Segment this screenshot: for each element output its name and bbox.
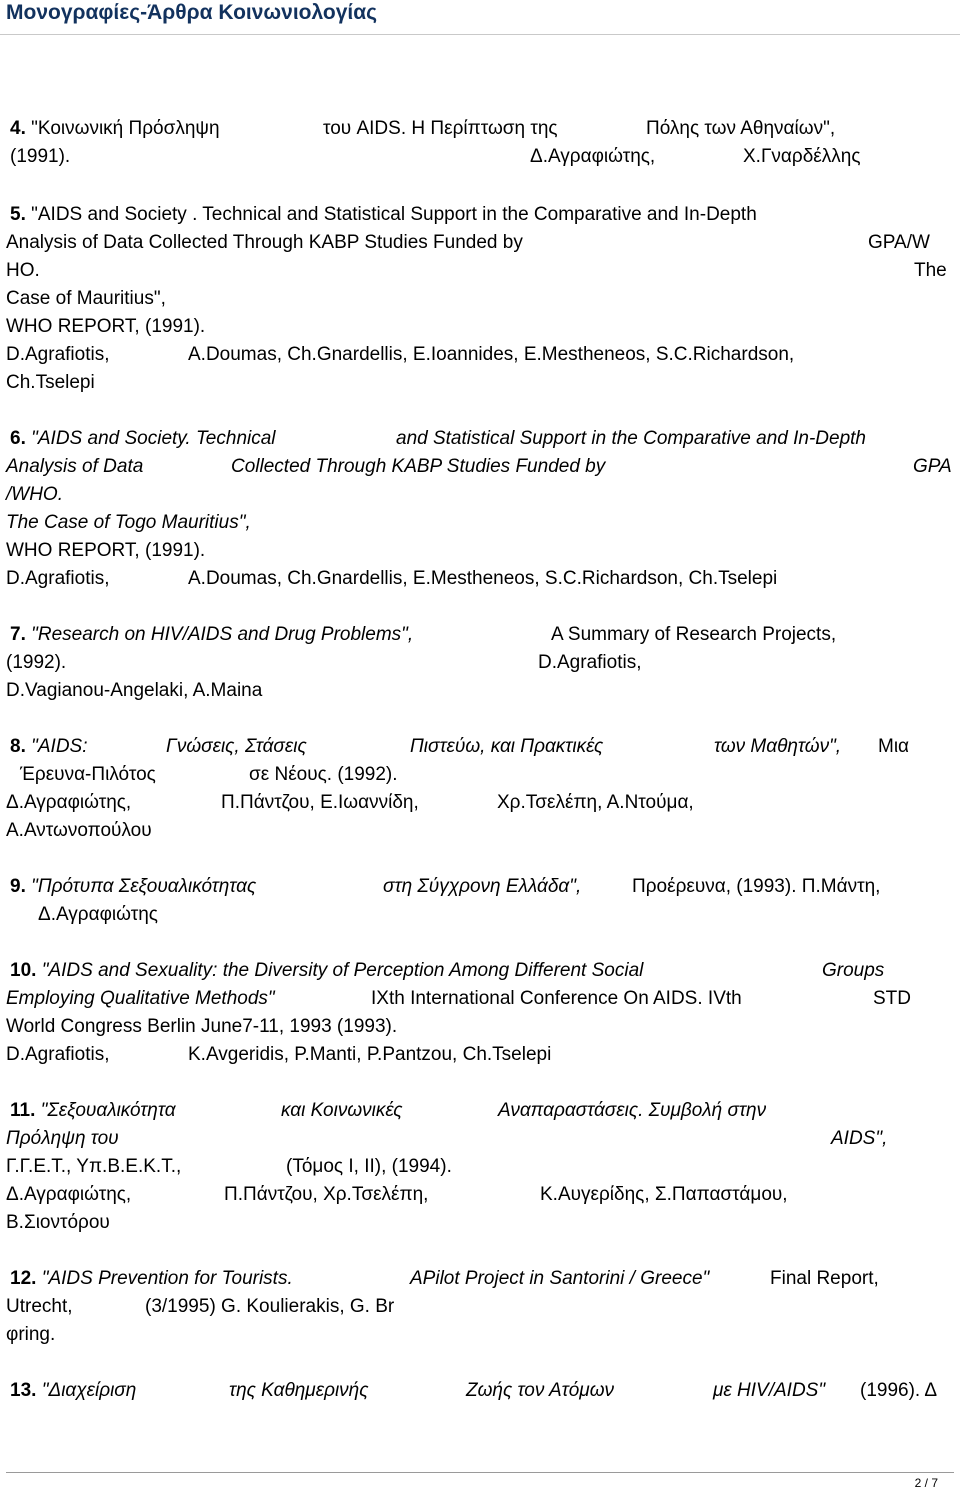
entry-author: D.Vagianou-Angelaki, A.Maina: [6, 680, 263, 701]
entry-number: 8.: [10, 736, 26, 757]
entry-text: Collected Through KABP Studies Funded by: [231, 456, 606, 477]
entry-author: D.Agrafiotis,: [6, 1044, 110, 1065]
entry-text: "AIDS Prevention for Tourists.: [41, 1268, 293, 1289]
entry-author: φring.: [6, 1324, 56, 1345]
entry-author: Π.Πάντζου, Χρ.Τσελέπη,: [224, 1184, 429, 1205]
entry-author: K.Avgeridis, P.Manti, P.Pantzou, Ch.Tselepi: [188, 1044, 552, 1065]
entry-number: 5.: [10, 204, 26, 225]
entry-text: Πόλης των Αθηναίων",: [646, 118, 836, 139]
entry-author: Χρ.Τσελέπη, Α.Ντούμα,: [497, 792, 694, 813]
entry-text: (1991).: [10, 146, 71, 167]
entry-text: Πρόληψη του: [6, 1128, 119, 1149]
entry-text: "AIDS and Society . Technical and Statistical Support in the Comparative and In-Depth: [31, 204, 757, 225]
entry-text: STD: [873, 988, 911, 1009]
entry-text: του AIDS. Η Περίπτωση της: [323, 118, 558, 139]
entry-text: A Summary of Research Projects,: [551, 624, 837, 645]
entry-author: Χ.Γναρδέλλης: [743, 146, 861, 167]
entry-text: και Κοινωνικές: [281, 1100, 403, 1121]
entry-text: AIDS",: [831, 1128, 888, 1149]
entry-text: /WHO.: [6, 484, 63, 505]
entry-text: Γνώσεις, Στάσεις: [166, 736, 307, 757]
entry-text: World Congress Berlin June7-11, 1993 (1993).: [6, 1016, 398, 1037]
entry-text: Ζωής τον Ατόμων: [466, 1380, 615, 1401]
entry-text: Utrecht,: [6, 1296, 73, 1317]
entry-number: 10.: [10, 960, 37, 981]
entry-author: Δ.Αγραφιώτης: [38, 904, 158, 925]
entry-number: 7.: [10, 624, 26, 645]
entry-text: Final Report,: [770, 1268, 879, 1289]
entry-text: Μια: [878, 736, 910, 757]
entry-author: Δ.Αγραφιώτης,: [6, 1184, 132, 1205]
entry-author: (3/1995) G. Koulierakis, G. Br: [145, 1296, 395, 1317]
entry-author: Α.Αντωνοπούλου: [6, 820, 152, 841]
entry-author: Δ.Αγραφιώτης,: [530, 146, 656, 167]
footer-divider: [6, 1472, 954, 1473]
entry-text: της Καθημερινής: [229, 1380, 369, 1401]
entry-text: Έρευνα-Πιλότος: [20, 764, 156, 785]
entry-author: Δ.Αγραφιώτης,: [6, 792, 132, 813]
entry-text: των Μαθητών",: [714, 736, 842, 757]
entry-text: HO.: [6, 260, 40, 281]
site-title: Μονογραφίες-Άρθρα Κοινωνιολογίας: [6, 1, 378, 24]
entry-author: A.Doumas, Ch.Gnardellis, E.Mestheneos, S.C.Richardson, Ch.Tselepi: [188, 568, 778, 589]
entry-number: 6.: [10, 428, 26, 449]
entry-author: Κ.Αυγερίδης, Σ.Παπαστάμου,: [540, 1184, 788, 1205]
entry-text: Αναπαραστάσεις. Συμβολή στην: [498, 1100, 767, 1121]
entry-author: Β.Σιοντόρου: [6, 1212, 110, 1233]
entry-number: 11.: [10, 1100, 36, 1121]
entry-text: (1992).: [6, 652, 67, 673]
entry-number: 4.: [10, 118, 26, 139]
entry-text: Analysis of Data Collected Through KABP Studies Funded by: [6, 232, 523, 253]
entry-text: "AIDS and Society. Technical: [31, 428, 276, 449]
entry-text: The Case of Togo Mauritius",: [6, 512, 251, 533]
entry-text: σε Νέους. (1992).: [249, 764, 398, 785]
entry-text: (1996). Δ: [860, 1380, 938, 1401]
entry-text: IXth International Conference On AIDS. IVth: [371, 988, 742, 1009]
entry-text: Case of Mauritius",: [6, 288, 166, 309]
entry-text: "Research on HIV/AIDS and Drug Problems",: [31, 624, 414, 645]
entry-text: Πιστεύω, και Πρακτικές: [410, 736, 604, 757]
entry-text: Employing Qualitative Methods": [6, 988, 275, 1009]
entry-text: με HIV/AIDS": [713, 1380, 826, 1401]
entry-text: "Σεξουαλικότητα: [40, 1100, 176, 1121]
entry-number: 13.: [10, 1380, 37, 1401]
entry-text: and Statistical Support in the Comparative and In-Depth: [396, 428, 866, 449]
entry-text: "AIDS and Sexuality: the Diversity of Perception Among Different Social: [41, 960, 644, 981]
entry-author: Ch.Tselepi: [6, 372, 95, 393]
entry-text: Προέρευνα, (1993). Π.Μάντη,: [632, 876, 881, 897]
entry-text: Analysis of Data: [6, 456, 144, 477]
entry-text: GPA/W: [868, 232, 930, 253]
entry-author: D.Agrafiotis,: [538, 652, 642, 673]
entry-text: GPA: [913, 456, 952, 477]
entry-author: A.Doumas, Ch.Gnardellis, E.Ioannides, E.Mestheneos, S.C.Richardson,: [188, 344, 795, 365]
entry-author: Π.Πάντζου, Ε.Ιωαννίδη,: [221, 792, 419, 813]
entry-text: Γ.Γ.Ε.Τ., Υπ.Β.Ε.Κ.Τ.,: [6, 1156, 182, 1177]
entry-number: 9.: [10, 876, 26, 897]
entry-text: (Τόμος Ι, ΙΙ), (1994).: [286, 1156, 452, 1177]
entry-text: WHO REPORT, (1991).: [6, 540, 206, 561]
entry-text: στη Σύγχρονη Ελλάδα",: [383, 876, 582, 897]
entry-text: "AIDS:: [31, 736, 88, 757]
entry-author: D.Agrafiotis,: [6, 568, 110, 589]
entry-text: APilot Project in Santorini / Greece": [410, 1268, 710, 1289]
entry-author: D.Agrafiotis,: [6, 344, 110, 365]
entry-number: 12.: [10, 1268, 37, 1289]
entry-text: WHO REPORT, (1991).: [6, 316, 206, 337]
page-indicator: 2 / 7: [914, 1476, 938, 1490]
entry-text: "Πρότυπα Σεξουαλικότητας: [31, 876, 257, 897]
header-divider: [0, 34, 960, 35]
entry-text: "Κοινωνική Πρόσληψη: [31, 118, 220, 139]
entry-text: Groups: [822, 960, 885, 981]
entry-text: The: [914, 260, 947, 281]
entry-text: "Διαχείριση: [41, 1380, 137, 1401]
